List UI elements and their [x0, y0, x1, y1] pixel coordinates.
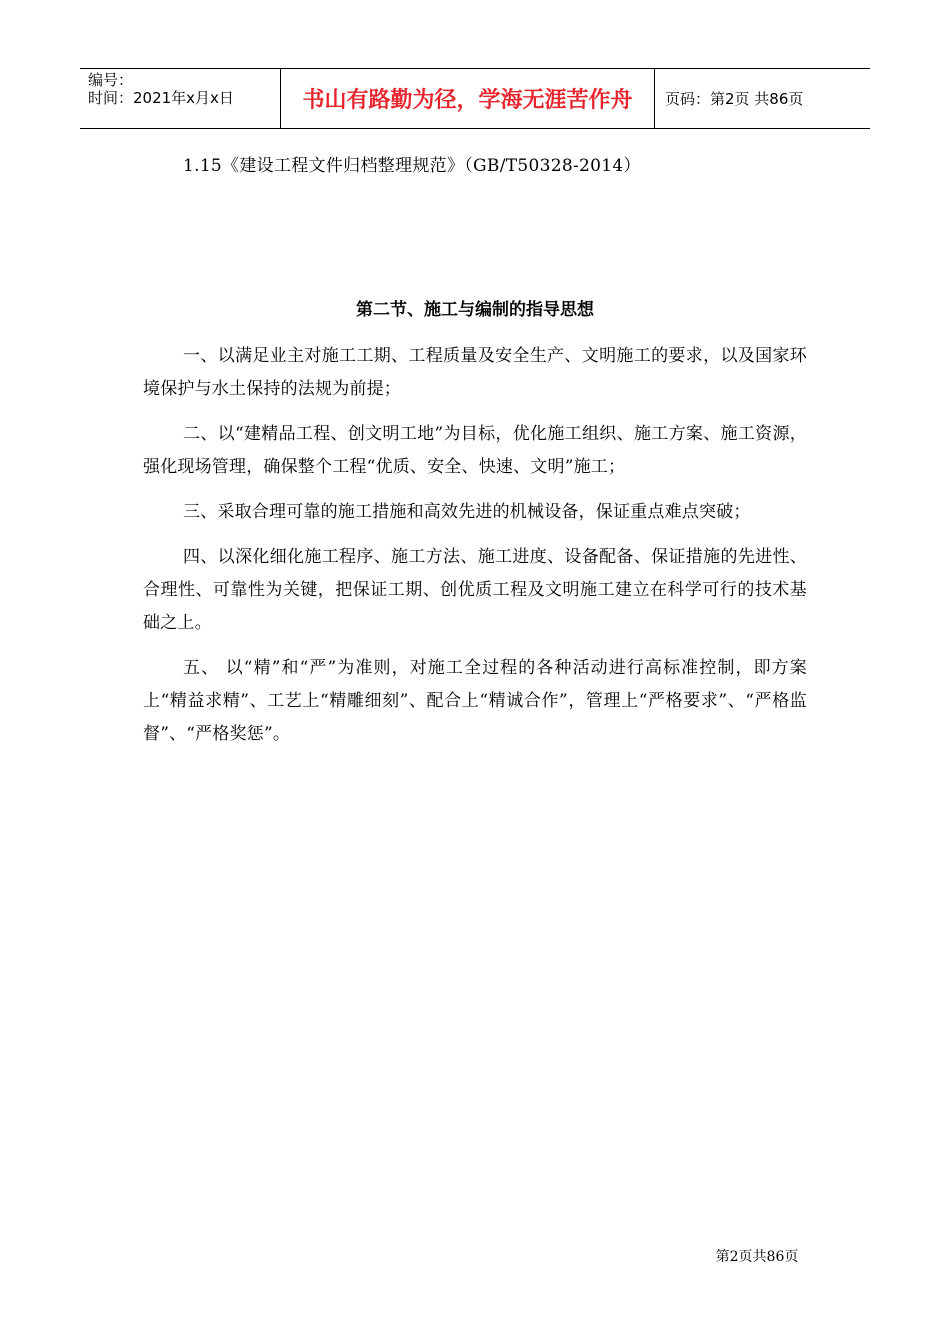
- paragraph-1: 一、以满足业主对施工工期、工程质量及安全生产、文明施工的要求，以及国家环境保护与水土保持的法规为前提；: [143, 346, 807, 399]
- paragraph-2: 二、以“建精品工程、创文明工地”为目标，优化施工组织、施工方案、施工资源，强化现场管理，确保整个工程“优质、安全、快速、文明”施工；: [143, 424, 807, 477]
- paragraph-3: 三、采取合理可靠的施工措施和高效先进的机械设备，保证重点难点突破；: [183, 502, 751, 522]
- reference-item: 1.15《建设工程文件归档整理规范》（GB/T50328-2014）: [183, 156, 641, 176]
- paragraph-4: 四、以深化细化施工程序、施工方法、施工进度、设备配备、保证措施的先进性、合理性、可靠性为关键，把保证工期、创优质工程及文明施工建立在科学可行的技术基础之上。: [143, 547, 807, 633]
- header-meta: [80, 69, 281, 128]
- paragraph-list: [143, 340, 807, 763]
- header-motto: 书山有路勤为径，学海无涯苦作舟: [281, 69, 655, 128]
- header-number-label: 编号：: [88, 71, 134, 89]
- page-header: [80, 68, 870, 129]
- paragraph-5: 五、 以“精”和“严”为准则，对施工全过程的各种活动进行高标准控制，即方案上“精益求精”、工艺上“精雕细刻”、配合上“精诚合作”，管理上“严格要求”、“严格监督”、“严格奖惩”。: [143, 658, 807, 744]
- header-page-label: 页码：第2页 共86页: [665, 90, 804, 108]
- page-footer: [0, 1246, 950, 1266]
- reference-block: [143, 152, 807, 180]
- section-title: 第二节、施工与编制的指导思想: [356, 300, 594, 320]
- footer-page-number: 第2页共86页: [715, 1249, 799, 1265]
- header-time-label: 时间：2021年x月x日: [88, 89, 234, 107]
